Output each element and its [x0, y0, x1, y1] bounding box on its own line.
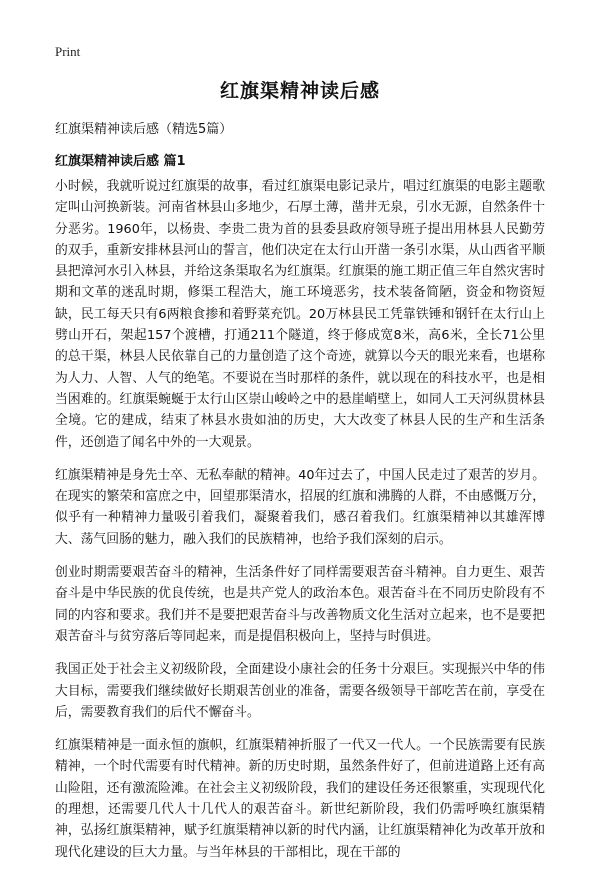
paragraph: 红旗渠精神是身先士卒、无私奉献的精神。40年过去了，中国人民走过了艰苦的岁月。在现实的繁荣和富庶之中，回望那渠清水，招展的红旗和沸腾的人群，不由感慨万分，似乎有一种精神力量吸引着我们，凝聚着我们，感召着我们。红旗渠精神以其雄浑博大、荡气回肠的魅力，融入我们的民族精神，也给予我们深刻的启示。 — [55, 467, 545, 547]
paragraph: 我国正处于社会主义初级阶段，全面建设小康社会的任务十分艰巨。实现振兴中华的伟大目标，需要我们继续做好长期艰苦创业的准备，需要各级领导干部吃苦在前，享受在后，需要教育我们的后代不懈奋斗。 — [55, 662, 545, 720]
print-link[interactable]: Print — [55, 44, 81, 59]
section-heading: 红旗渠精神读后感 篇1 — [55, 154, 186, 169]
paragraph: 红旗渠精神是一面永恒的旗帜，红旗渠精神折服了一代又一代人。一个民族需要有民族精神，一个时代需要有时代精神。新的历史时期，虽然条件好了，但前进道路上还有高山险阻，还有激流险滩。在社会主义初级阶段，我们的建设任务还很繁重，实现现代化的理想，还需要几代人十几代人的艰苦奋斗。新世纪新阶段，我们仍需呼唤红旗渠精神，弘扬红旗渠精神，赋予红旗渠精神以新的时代内涵，让红旗渠精神化为改革开放和现代化建设的巨大力量。与当年林县的干部相比，现在干部的 — [55, 738, 545, 860]
document-title: 红旗渠精神读后感 — [219, 80, 380, 102]
document-subtitle: 红旗渠精神读后感（精选5篇） — [55, 122, 233, 137]
paragraph: 创业时期需要艰苦奋斗的精神，生活条件好了同样需要艰苦奋斗精神。自力更生、艰苦奋斗是中华民族的优良传统，也是共产党人的政治本色。艰苦奋斗在不同历史阶段有不同的内容和要求。我们并不是要把艰苦奋斗与改善物质文化生活对立起来，也不是要把艰苦奋斗与贫穷落后等同起来，而是提倡积极向上，坚持与时俱进。 — [55, 565, 545, 644]
article-body — [55, 176, 545, 875]
paragraph: 小时候，我就听说过红旗渠的故事，看过红旗渠电影记录片，唱过红旗渠的电影主题歌定叫山河换新装。河南省林县山多地少，石厚土薄，凿井无泉，引水无源，自然条件十分恶劣。1960年，以杨贵、李贵二贵为首的县委县政府领导班子提出用林县人民勤劳的双手，重新安排林县河山的誓言，他们决定在太行山开凿一条引水渠，从山西省平顺县把漳河水引入林县，并给这条渠取名为红旗渠。红旗渠的施工期正值三年自然灾害时期和文革的迷乱时期，修渠工程浩大，施工环境恶劣，技术装备简陋，资金和物资短缺，民工每天只有6两粮食掺和着野菜充饥。20万林县民工凭靠铁锤和钢钎在太行山上劈山开石，架起157个渡槽，打通211个隧道，终于修成宽8米，高6米，全长71公里的总干渠，林县人民依靠自己的力量创造了这个奇迹，就算以今天的眼光来看，也堪称为人力、人智、人气的绝笔。不要说在当时那样的条件，就以现在的科技水平，也是相当困难的。红旗渠蜿蜒于太行山区崇山峻岭之中的悬崖峭壁上，如同人工天河纵贯林县全境。它的建成，结束了林县水贵如油的历史，大大改变了林县人民的生产和生活条件，还创造了闻名中外的一大观景。 — [55, 179, 545, 450]
